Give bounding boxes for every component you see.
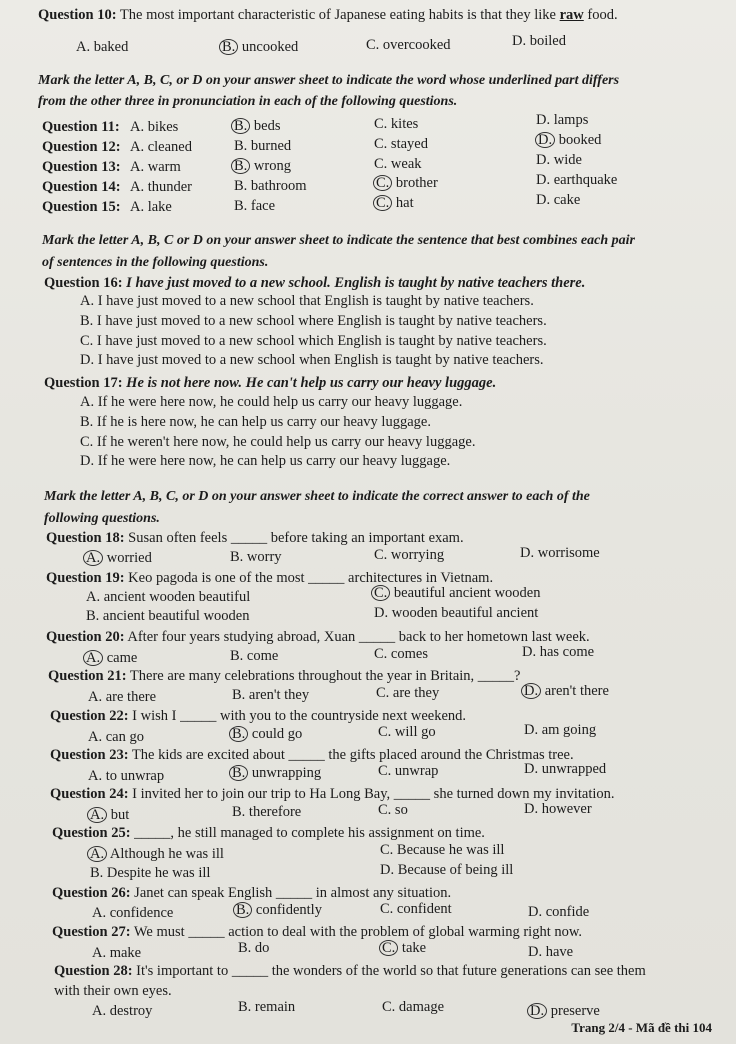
- question-13-option-a[interactable]: A. warm: [130, 159, 181, 175]
- question-14-label: Question 14:: [42, 179, 121, 195]
- question-18-stem: Question 18: Susan often feels _____ before taking an important exam.: [46, 530, 464, 546]
- question-10-option-b[interactable]: B. uncooked: [222, 38, 298, 56]
- question-15-option-b[interactable]: B. face: [234, 198, 276, 214]
- question-28-option-d[interactable]: D. preserve: [530, 1002, 600, 1020]
- question-15-option-c[interactable]: C. hat: [376, 194, 414, 212]
- section-pronunciation-instruction-line-1: Mark the letter A, B, C, or D on your answer sheet to indicate the word whose underlined part differs: [38, 73, 620, 88]
- question-11-label: Question 11:: [42, 119, 120, 135]
- question-24-stem: Question 24: I invited her to join our trip to Ha Long Bay, _____ she turned down my invitation.: [50, 786, 615, 802]
- section-correct-answer-instruction-line-2: following questions.: [44, 511, 160, 526]
- question-16-option-c[interactable]: C. I have just moved to a new school which English is taught by native teachers.: [80, 333, 547, 349]
- question-22-option-b[interactable]: B. could go: [232, 725, 302, 743]
- question-20-option-d[interactable]: D. has come: [522, 644, 595, 660]
- section-correct-answer-instruction-line-1: Mark the letter A, B, C, or D on your answer sheet to indicate the correct answer to each of the: [44, 489, 590, 504]
- question-28-option-a[interactable]: A. destroy: [92, 1003, 153, 1019]
- question-23-stem: Question 23: The kids are excited about _____ the gifts placed around the Christmas tree.: [50, 747, 574, 763]
- question-19-option-b[interactable]: B. ancient beautiful wooden: [86, 608, 250, 624]
- question-14-option-d[interactable]: D. earthquake: [536, 172, 618, 188]
- question-24-option-d[interactable]: D. however: [524, 801, 592, 817]
- question-27-option-d[interactable]: D. have: [528, 944, 574, 960]
- question-16-option-a[interactable]: A. I have just moved to a new school that English is taught by native teachers.: [80, 293, 534, 309]
- question-23-option-d[interactable]: D. unwrapped: [524, 761, 607, 777]
- question-15-label: Question 15:: [42, 199, 121, 215]
- question-17-option-a[interactable]: A. If he were here now, he could help us carry our heavy luggage.: [80, 394, 463, 410]
- question-25-option-b[interactable]: B. Despite he was ill: [90, 865, 211, 881]
- question-12-option-a[interactable]: A. cleaned: [130, 139, 192, 155]
- question-10-option-d[interactable]: D. boiled: [512, 33, 566, 49]
- question-18-option-b[interactable]: B. worry: [230, 549, 282, 565]
- question-21-stem: Question 21: There are many celebrations throughout the year in Britain, _____?: [48, 668, 521, 684]
- question-17-option-b[interactable]: B. If he is here now, he can help us carry our heavy luggage.: [80, 414, 431, 430]
- question-25-option-c[interactable]: C. Because he was ill: [380, 842, 505, 858]
- question-24-option-b[interactable]: B. therefore: [232, 804, 302, 820]
- question-23-option-b[interactable]: B. unwrapping: [232, 764, 321, 782]
- section-combine-instruction-line-1: Mark the letter A, B, C or D on your answer sheet to indicate the sentence that best combines each pair: [42, 233, 635, 248]
- question-21-option-c[interactable]: C. are they: [376, 685, 440, 701]
- question-14-option-a[interactable]: A. thunder: [130, 179, 193, 195]
- question-25-option-d[interactable]: D. Because of being ill: [380, 862, 514, 878]
- question-16-stem: Question 16: I have just moved to a new school. English is taught by native teachers there.: [44, 275, 586, 291]
- question-19-option-d[interactable]: D. wooden beautiful ancient: [374, 605, 539, 621]
- question-15-option-d[interactable]: D. cake: [536, 192, 581, 208]
- question-13-label: Question 13:: [42, 159, 121, 175]
- question-12-option-b[interactable]: B. burned: [234, 138, 292, 154]
- question-28-option-c[interactable]: C. damage: [382, 999, 445, 1015]
- question-26-stem: Question 26: Janet can speak English _____ in almost any situation.: [52, 885, 452, 901]
- question-24-option-a[interactable]: A. but: [90, 806, 129, 824]
- question-19-option-c[interactable]: C. beautiful ancient wooden: [374, 584, 540, 602]
- question-19-stem: Question 19: Keo pagoda is one of the most _____ architectures in Vietnam.: [46, 570, 494, 586]
- question-26-option-d[interactable]: D. confide: [528, 904, 590, 920]
- question-20-option-a[interactable]: A. came: [86, 649, 137, 667]
- question-18-option-c[interactable]: C. worrying: [374, 547, 445, 563]
- question-17-option-d[interactable]: D. If he were here now, he can help us carry our heavy luggage.: [80, 453, 451, 469]
- question-12-label: Question 12:: [42, 139, 121, 155]
- question-11-option-d[interactable]: D. lamps: [536, 112, 589, 128]
- question-26-option-c[interactable]: C. confident: [380, 901, 452, 917]
- question-27-option-b[interactable]: B. do: [238, 940, 270, 956]
- question-11-option-a[interactable]: A. bikes: [130, 119, 179, 135]
- question-10-option-c[interactable]: C. overcooked: [366, 37, 451, 53]
- question-19-option-a[interactable]: A. ancient wooden beautiful: [86, 589, 251, 605]
- page-footer: Trang 2/4 - Mã đề thi 104: [571, 1020, 712, 1035]
- question-20-option-b[interactable]: B. come: [230, 648, 279, 664]
- question-21-option-a[interactable]: A. are there: [88, 689, 157, 705]
- question-26-option-a[interactable]: A. confidence: [92, 905, 174, 921]
- question-24-option-c[interactable]: C. so: [378, 802, 408, 818]
- question-20-option-c[interactable]: C. comes: [374, 646, 428, 662]
- question-22-option-a[interactable]: A. can go: [88, 729, 144, 745]
- question-14-option-b[interactable]: B. bathroom: [234, 178, 307, 194]
- question-21-option-d[interactable]: D. aren't there: [524, 682, 609, 700]
- question-11-option-b[interactable]: B. beds: [234, 117, 281, 135]
- question-26-option-b[interactable]: B. confidently: [236, 901, 322, 919]
- question-27-option-c[interactable]: C. take: [382, 939, 426, 957]
- question-11-option-c[interactable]: C. kites: [374, 116, 419, 132]
- question-10-stem: Question 10: The most important characteristic of Japanese eating habits is that they like raw food.: [38, 7, 618, 23]
- section-pronunciation-instruction-line-2: from the other three in pronunciation in each of the following questions.: [38, 94, 458, 109]
- question-27-stem: Question 27: We must _____ action to deal with the problem of global warming right now.: [52, 924, 583, 940]
- question-20-stem: Question 20: After four years studying abroad, Xuan _____ back to her hometown last week.: [46, 629, 590, 645]
- question-18-option-a[interactable]: A. worried: [86, 549, 152, 567]
- question-22-option-c[interactable]: C. will go: [378, 724, 436, 740]
- question-28-option-b[interactable]: B. remain: [238, 999, 296, 1015]
- question-28-stem: Question 28: It's important to _____ the wonders of the world so that future generations can see them: [54, 963, 646, 979]
- question-17-option-c[interactable]: C. If he weren't here now, he could help us carry our heavy luggage.: [80, 434, 476, 450]
- question-25-stem: Question 25: _____, he still managed to complete his assignment on time.: [52, 825, 485, 841]
- question-12-option-c[interactable]: C. stayed: [374, 136, 428, 152]
- question-21-option-b[interactable]: B. aren't they: [232, 687, 310, 703]
- question-22-stem: Question 22: I wish I _____ with you to the countryside next weekend.: [50, 708, 467, 724]
- question-17-stem: Question 17: He is not here now. He can't help us carry our heavy luggage.: [44, 375, 497, 391]
- question-25-option-a[interactable]: A. Although he was ill: [90, 845, 224, 863]
- question-15-option-a[interactable]: A. lake: [130, 199, 172, 215]
- question-18-option-d[interactable]: D. worrisome: [520, 545, 600, 561]
- section-combine-instruction-line-2: of sentences in the following questions.: [42, 255, 269, 270]
- question-16-option-b[interactable]: B. I have just moved to a new school where English is taught by native teachers.: [80, 313, 547, 329]
- question-14-option-c[interactable]: C. brother: [376, 174, 438, 192]
- question-23-option-c[interactable]: C. unwrap: [378, 763, 439, 779]
- question-27-option-a[interactable]: A. make: [92, 945, 142, 961]
- question-13-option-b[interactable]: B. wrong: [234, 157, 291, 175]
- question-22-option-d[interactable]: D. am going: [524, 722, 597, 738]
- question-13-option-d[interactable]: D. wide: [536, 152, 582, 168]
- question-13-option-c[interactable]: C. weak: [374, 156, 422, 172]
- question-28-stem-line-2: with their own eyes.: [54, 983, 172, 999]
- question-10-option-a[interactable]: A. baked: [76, 39, 129, 55]
- question-12-option-d[interactable]: D. booked: [538, 131, 601, 149]
- question-23-option-a[interactable]: A. to unwrap: [88, 768, 165, 784]
- question-16-option-d[interactable]: D. I have just moved to a new school when English is taught by native teachers.: [80, 352, 544, 368]
